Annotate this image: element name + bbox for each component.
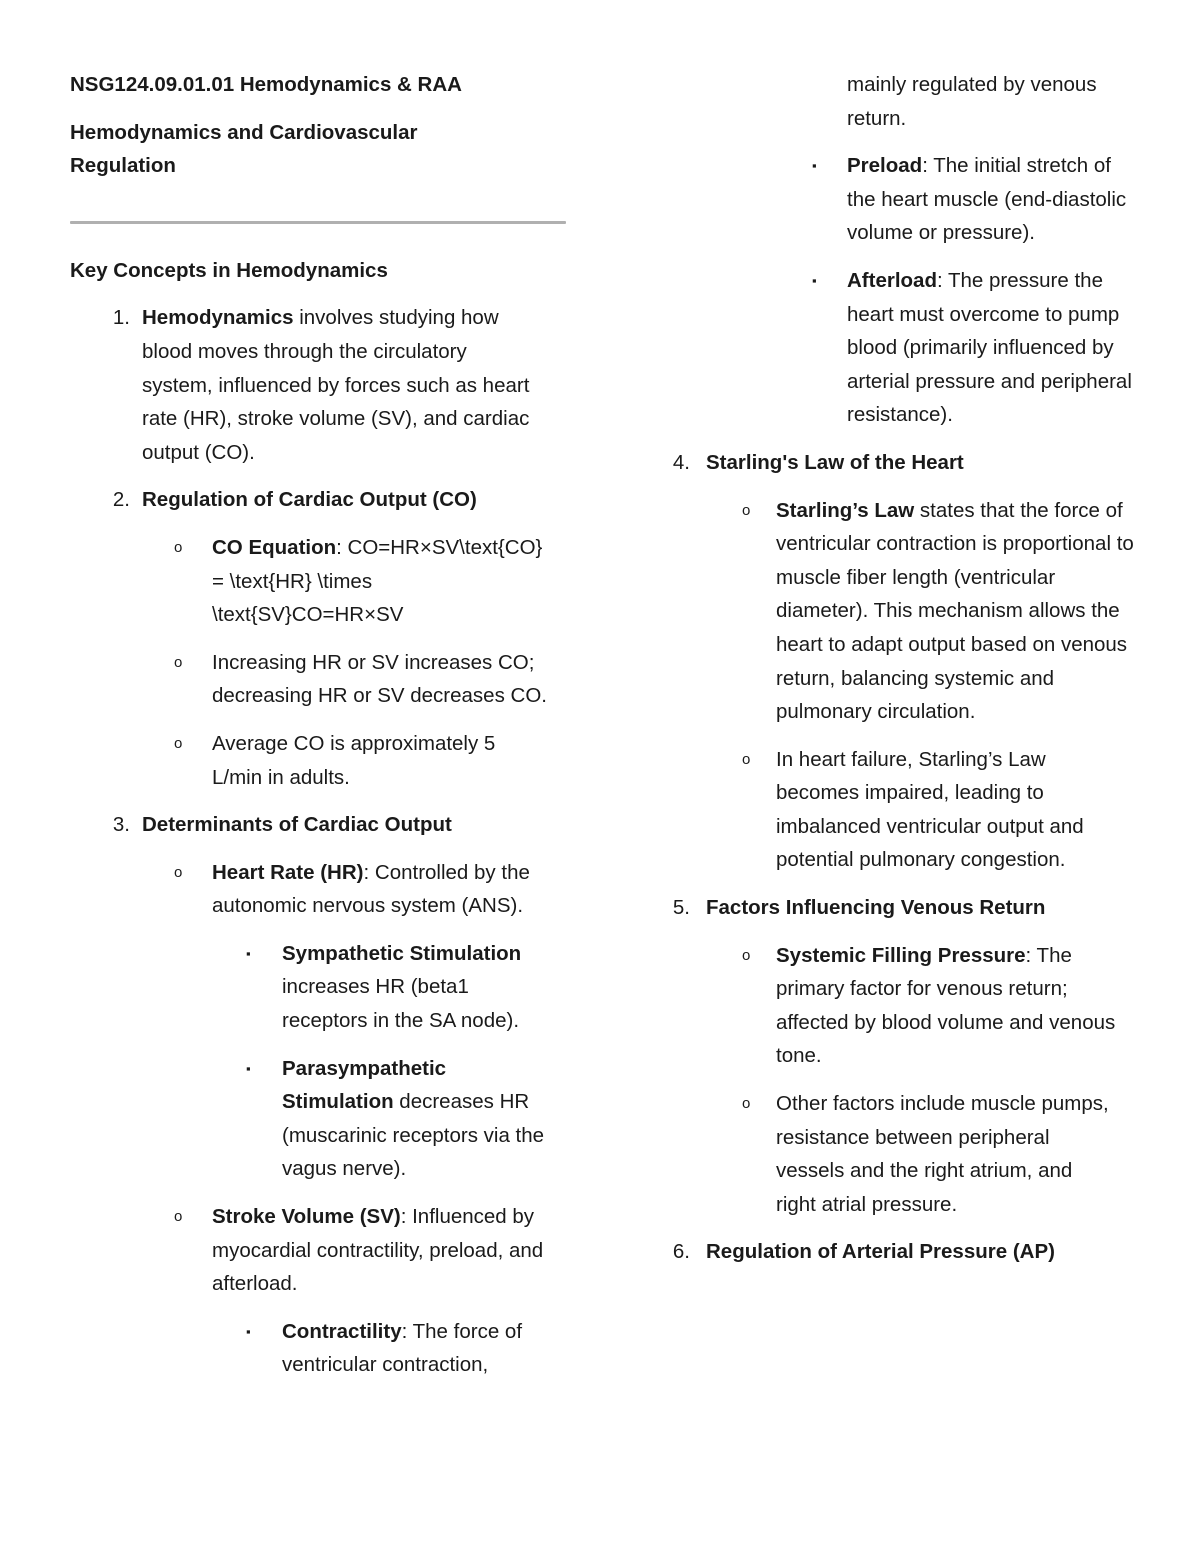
sub-bullet	[670, 743, 1140, 877]
contractility-continued: mainly regulated by venous return.	[847, 73, 1097, 130]
list-item-1	[70, 301, 570, 469]
sub-term: Sympathetic Stimulation	[282, 941, 522, 965]
sub-term: Contractility	[282, 1319, 402, 1343]
square-bullet-icon	[812, 149, 817, 183]
sub-text: : CO=HR×SV\text{CO} = \text{HR} \times \text{SV}CO=HR×SV	[212, 535, 543, 627]
sub-bullet	[670, 1087, 1140, 1221]
sub-text: Average CO is approximately 5 L/min in adults.	[212, 731, 496, 789]
square-bullet-preload	[670, 149, 1140, 250]
square-bullet-icon	[246, 937, 251, 971]
sub-text: : Influenced by myocardial contractility, preload, and afterload.	[212, 1205, 544, 1296]
sub-text: increases HR (beta1 receptors in the SA node).	[282, 975, 520, 1033]
circle-bullet-icon	[742, 1087, 750, 1121]
sub-bullet	[670, 939, 1140, 1073]
sub-text: : The initial stretch of the heart muscle (end-diastolic volume or pressure).	[847, 154, 1127, 245]
item-3-heading: Determinants of Cardiac Output	[142, 813, 452, 837]
square-bullet-icon	[246, 1052, 251, 1086]
circle-bullet-icon	[174, 727, 182, 761]
item-1-term: Hemodynamics	[142, 306, 294, 330]
sub-bullet	[70, 646, 570, 713]
subtitle-line-2: Regulation	[70, 154, 176, 178]
item-1-text: involves studying how blood moves through the circulatory system, influenced by forces such as heart rate (HR), stroke volume (SV), and cardiac output (CO).	[142, 306, 530, 464]
square-bullet-sympathetic	[70, 937, 570, 1038]
sub-term: Heart Rate (HR)	[212, 860, 364, 884]
sub-text: In heart failure, Starling’s Law becomes impaired, leading to imbalanced ventricular output and potential pulmonary congestion.	[776, 747, 1084, 872]
list-item-3	[70, 808, 570, 842]
square-bullet-parasympathetic	[70, 1052, 570, 1186]
section-heading: Key Concepts in Hemodynamics	[70, 258, 388, 282]
sub-term: Parasympathetic Stimulation	[282, 1056, 447, 1114]
sub-bullet	[70, 727, 570, 794]
sub-text: : The pressure the heart must overcome to pump blood (primarily influenced by arterial pressure and peripheral resistance).	[847, 268, 1132, 427]
sub-bullet-stroke-volume	[70, 1200, 570, 1301]
document-subtitle	[70, 116, 570, 183]
circle-bullet-icon	[742, 494, 750, 528]
circle-bullet-icon	[174, 1200, 182, 1234]
list-item-4	[670, 446, 1140, 480]
square-bullet-icon	[246, 1315, 251, 1349]
item-5-heading: Factors Influencing Venous Return	[706, 896, 1046, 920]
subtitle-line-1: Hemodynamics and Cardiovascular	[70, 120, 418, 144]
sub-text: Other factors include muscle pumps, resistance between peripheral vessels and the right atrium, and right atrial pressure.	[776, 1092, 1109, 1216]
item-number: 1.	[112, 306, 130, 330]
item-number: 6.	[672, 1240, 690, 1264]
sub-text: Increasing HR or SV increases CO; decreasing HR or SV decreases CO.	[212, 650, 547, 708]
sub-term: Stroke Volume (SV)	[212, 1205, 401, 1229]
sub-text: decreases HR (muscarinic receptors via the vagus nerve).	[282, 1090, 545, 1181]
right-column	[670, 68, 1140, 1283]
sub-bullet	[670, 494, 1140, 729]
square-bullet-afterload	[670, 264, 1140, 432]
document-title: NSG124.09.01.01 Hemodynamics & RAA	[70, 73, 462, 96]
square-bullet-contractility	[70, 1315, 570, 1382]
item-4-heading: Starling's Law of the Heart	[706, 450, 964, 474]
sub-text: : The force of ventricular contraction,	[282, 1319, 523, 1377]
sub-term: CO Equation	[212, 535, 337, 559]
sub-bullet-heart-rate	[70, 856, 570, 923]
circle-bullet-icon	[742, 939, 750, 973]
square-bullet-icon	[812, 264, 817, 298]
circle-bullet-icon	[174, 856, 182, 890]
item-number: 2.	[112, 488, 130, 512]
circle-bullet-icon	[174, 646, 182, 680]
sub-text: : Controlled by the autonomic nervous system (ANS).	[212, 860, 530, 918]
list-item-2	[70, 483, 570, 517]
sub-term: Systemic Filling Pressure	[776, 943, 1026, 967]
sub-text: : The primary factor for venous return; affected by blood volume and venous tone.	[776, 943, 1116, 1068]
item-number: 5.	[672, 896, 690, 920]
item-6-heading: Regulation of Arterial Pressure (AP)	[706, 1240, 1055, 1264]
item-2-heading: Regulation of Cardiac Output (CO)	[142, 488, 477, 512]
item-number: 4.	[672, 450, 690, 474]
sub-term: Afterload	[847, 268, 937, 292]
list-item-6	[670, 1235, 1140, 1269]
list-item-5	[670, 891, 1140, 925]
sub-text: states that the force of ventricular contraction is proportional to muscle fiber length (ventricular diameter). This mechanism allows the heart to adapt output based on venous return, balancing systemic and pulmonary circulation.	[776, 498, 1134, 724]
item-number: 3.	[112, 813, 130, 837]
left-column	[70, 68, 570, 1396]
circle-bullet-icon	[174, 531, 182, 565]
sub-term: Starling’s Law	[776, 498, 915, 522]
horizontal-divider	[70, 221, 566, 224]
sub-term: Preload	[847, 154, 923, 178]
sub-bullet	[70, 531, 570, 632]
circle-bullet-icon	[742, 743, 750, 777]
